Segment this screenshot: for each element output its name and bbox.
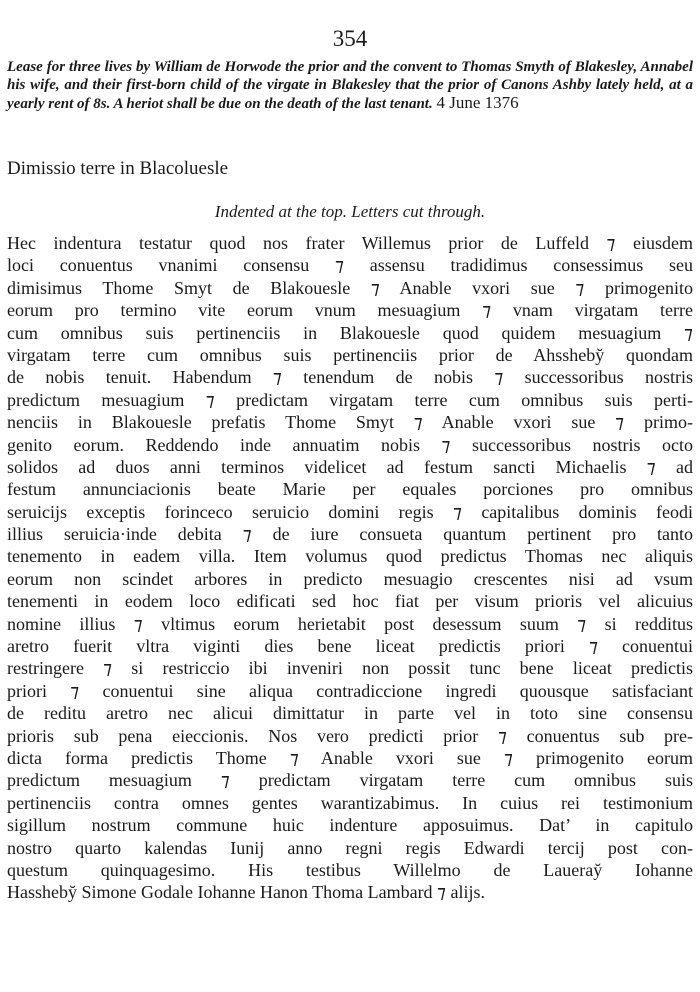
- summary-text: Lease for three lives by William de Horwode the prior and the convent to Thomas Smyth of Blakesley, Annabel his wife, and their first-born child of the virgate in Blakesley that the prior of Canons Ashby lately held, at a yearly rent of 8s. A heriot shall be due on the death of the last tenant.: [7, 59, 693, 112]
- charter-line: Hassheby̆ Simone Godale Iohanne Hanon Thoma Lambard ⁊ alijs.: [7, 882, 486, 903]
- charter-line: dicta forma predictis Thome ⁊ Anable vxori sue ⁊ primogenito eorum: [7, 747, 693, 768]
- editorial-note: Indented at the top. Letters cut through.: [214, 202, 486, 221]
- charter-text: [7, 232, 693, 904]
- charter-line: questum quinquagesimo. His testibus Willelmo de Laueray̆ Iohanne: [7, 859, 693, 880]
- charter-line: nomine illius ⁊ vltimus eorum herietabit post desessum suum ⁊ si redditus: [7, 613, 693, 634]
- charter-line: tenemento in eadem villa. Item volumus quod predictus Thomas nec aliquis: [7, 546, 693, 567]
- charter-line: seruicijs exceptis forinceco seruicio domini regis ⁊ capitalibus dominis feodi: [7, 501, 693, 522]
- charter-line: predictum mesuagium ⁊ predictam virgatam terre cum omnibus suis: [7, 770, 693, 791]
- charter-line: solidos ad duos anni terminos videlicet ad festum sancti Michaelis ⁊ ad: [7, 456, 693, 477]
- charter-line: Hec indentura testatur quod nos frater Willemus prior de Luffeld ⁊ eiusdem: [7, 233, 693, 253]
- charter-line: genito eorum. Reddendo inde annuatim nobis ⁊ successoribus nostris octo: [7, 434, 693, 455]
- charter-line: tenementi in eodem loco edificati sed hoc fiat per visum prioris vel alicuius: [7, 591, 693, 612]
- charter-line: prioris sub pena eieccionis. Nos vero predicti prior ⁊ conuentus sub pre-: [7, 725, 693, 746]
- charter-line: nenciis in Blakouesle prefatis Thome Smyt ⁊ Anable vxori sue ⁊ primo-: [7, 412, 693, 433]
- charter-line: restringere ⁊ si restriccio ibi inveniri non possit tunc bene liceat predictis: [7, 658, 693, 679]
- charter-line: festum annunciacionis beate Marie per equales porciones pro omnibus: [7, 479, 693, 500]
- charter-line: aretro fuerit vltra viginti dies bene liceat predictis priori ⁊ conuentui: [7, 636, 693, 657]
- document-title: Dimissio terre in Blacoluesle: [7, 158, 229, 179]
- charter-line: loci conuentus vnanimi consensu ⁊ assensu tradidimus consessimus seu: [7, 255, 693, 276]
- charter-line: sigillum nostrum commune huic indenture apposuimus. Dat’ in capitulo: [7, 815, 693, 836]
- charter-line: eorum pro termino vite eorum vnum mesuagium ⁊ vnam virgatam terre: [7, 300, 693, 321]
- document-summary: [7, 58, 693, 113]
- charter-line: nostro quarto kalendas Iunij anno regni regis Edwardi tercij post con-: [7, 837, 693, 858]
- charter-line: priori ⁊ conuentui sine aliqua contradiccione ingredi quousque satisfaciant: [7, 680, 693, 701]
- charter-line: de nobis tenuit. Habendum ⁊ tenendum de nobis ⁊ successoribus nostris: [7, 367, 693, 388]
- charter-line: predictum mesuagium ⁊ predictam virgatam terre cum omnibus suis perti-: [7, 389, 693, 410]
- page-number: 354: [332, 26, 368, 51]
- charter-line: dimisimus Thome Smyt de Blakouesle ⁊ Anable vxori sue ⁊ primogenito: [7, 277, 693, 298]
- charter-line: eorum non scindet arbores in predicto mesuagio crescentes nisi ad vsum: [7, 568, 693, 589]
- charter-line: pertinenciis contra omnes gentes warantizabimus. In cuius rei testimonium: [7, 792, 693, 813]
- charter-line: virgatam terre cum omnibus suis pertinenciis prior de Ahssheby̆ quondam: [7, 344, 693, 365]
- charter-line: de reditu aretro nec alicui dimittatur in parte vel in toto sine consensu: [7, 703, 693, 724]
- summary-date: 4 June 1376: [436, 93, 519, 112]
- charter-line: cum omnibus suis pertinenciis in Blakouesle quod quidem mesuagium ⁊: [7, 322, 693, 343]
- charter-line: illius seruicia·inde debita ⁊ de iure consueta quantum pertinent pro tanto: [7, 524, 693, 545]
